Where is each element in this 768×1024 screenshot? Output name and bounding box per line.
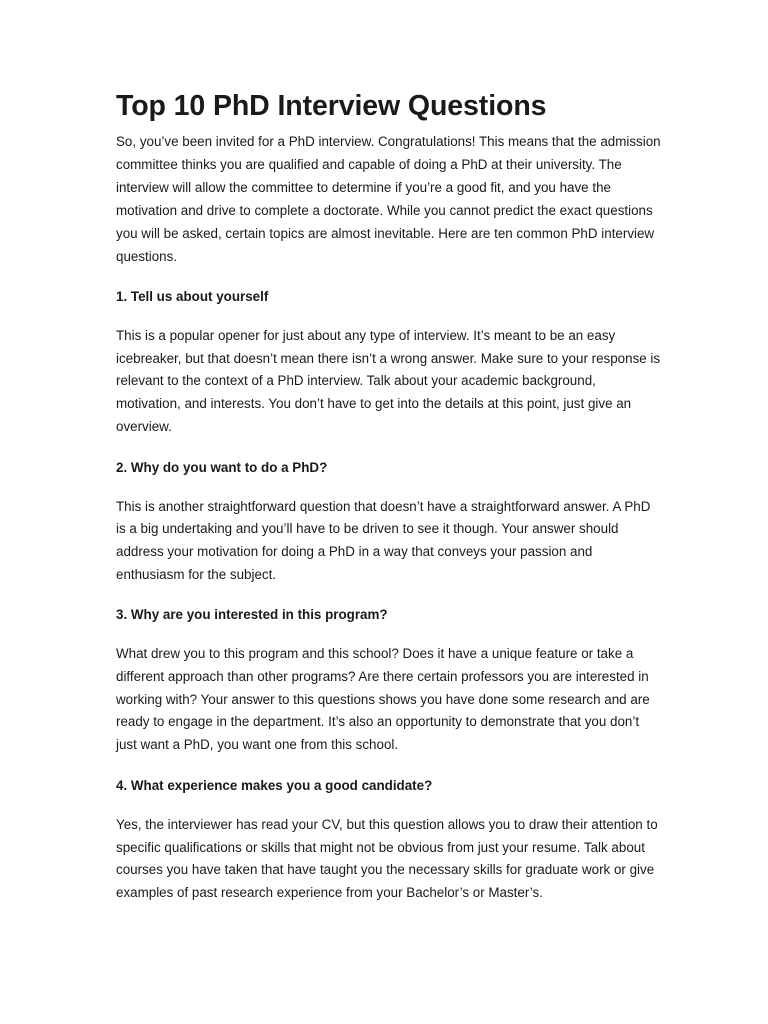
question-heading: 4. What experience makes you a good candidate? <box>116 777 433 793</box>
question-section-4 <box>116 774 661 905</box>
question-heading: 2. Why do you want to do a PhD? <box>116 459 328 475</box>
question-heading: 3. Why are you interested in this program? <box>116 607 388 623</box>
question-section-2 <box>116 456 661 587</box>
answer-paragraph: This is a popular opener for just about any type of interview. It’s meant to be an easy icebreaker, but that doesn’t mean there isn’t a wrong answer. Make sure to your response is relevant to the context of a PhD interview. Talk about your academic background, motivation, and interests. You don’t have to get into the details at this point, just give an overview. <box>116 328 661 434</box>
question-section-1 <box>116 285 661 439</box>
question-heading: 1. Tell us about yourself <box>116 289 269 304</box>
answer-paragraph: This is another straightforward question that doesn’t have a straightforward answer. A PhD is a big undertaking and you’ll have to be driven to see it though. Your answer should address your motivation for doing a PhD in a way that conveys your passion and enthusiasm for the subject. <box>116 498 651 582</box>
answer-paragraph: What drew you to this program and this school? Does it have a unique feature or take a different approach than other programs? Are there certain professors you are interested in working with? Your answer to this questions shows you have done some research and are ready to engage in the department. It’s also an opportunity to demonstrate that you don’t just want a PhD, you want one from this school. <box>116 646 650 753</box>
question-section-3 <box>116 603 661 757</box>
document-page <box>116 88 661 905</box>
page-title: Top 10 PhD Interview Questions <box>116 90 547 122</box>
intro-paragraph: So, you’ve been invited for a PhD interview. Congratulations! This means that the admission committee thinks you are qualified and capable of doing a PhD at their university. The interview will allow the committee to determine if you’re a good fit, and you have the motivation and drive to complete a doctorate. While you cannot predict the exact questions you will be asked, certain topics are almost inevitable. Here are ten common PhD interview questions. <box>116 134 661 264</box>
answer-paragraph: Yes, the interviewer has read your CV, but this question allows you to draw their attention to specific qualifications or skills that might not be obvious from just your resume. Talk about courses you have taken that have taught you the necessary skills for graduate work or give examples of past research experience from your Bachelor’s or Master’s. <box>116 816 658 900</box>
